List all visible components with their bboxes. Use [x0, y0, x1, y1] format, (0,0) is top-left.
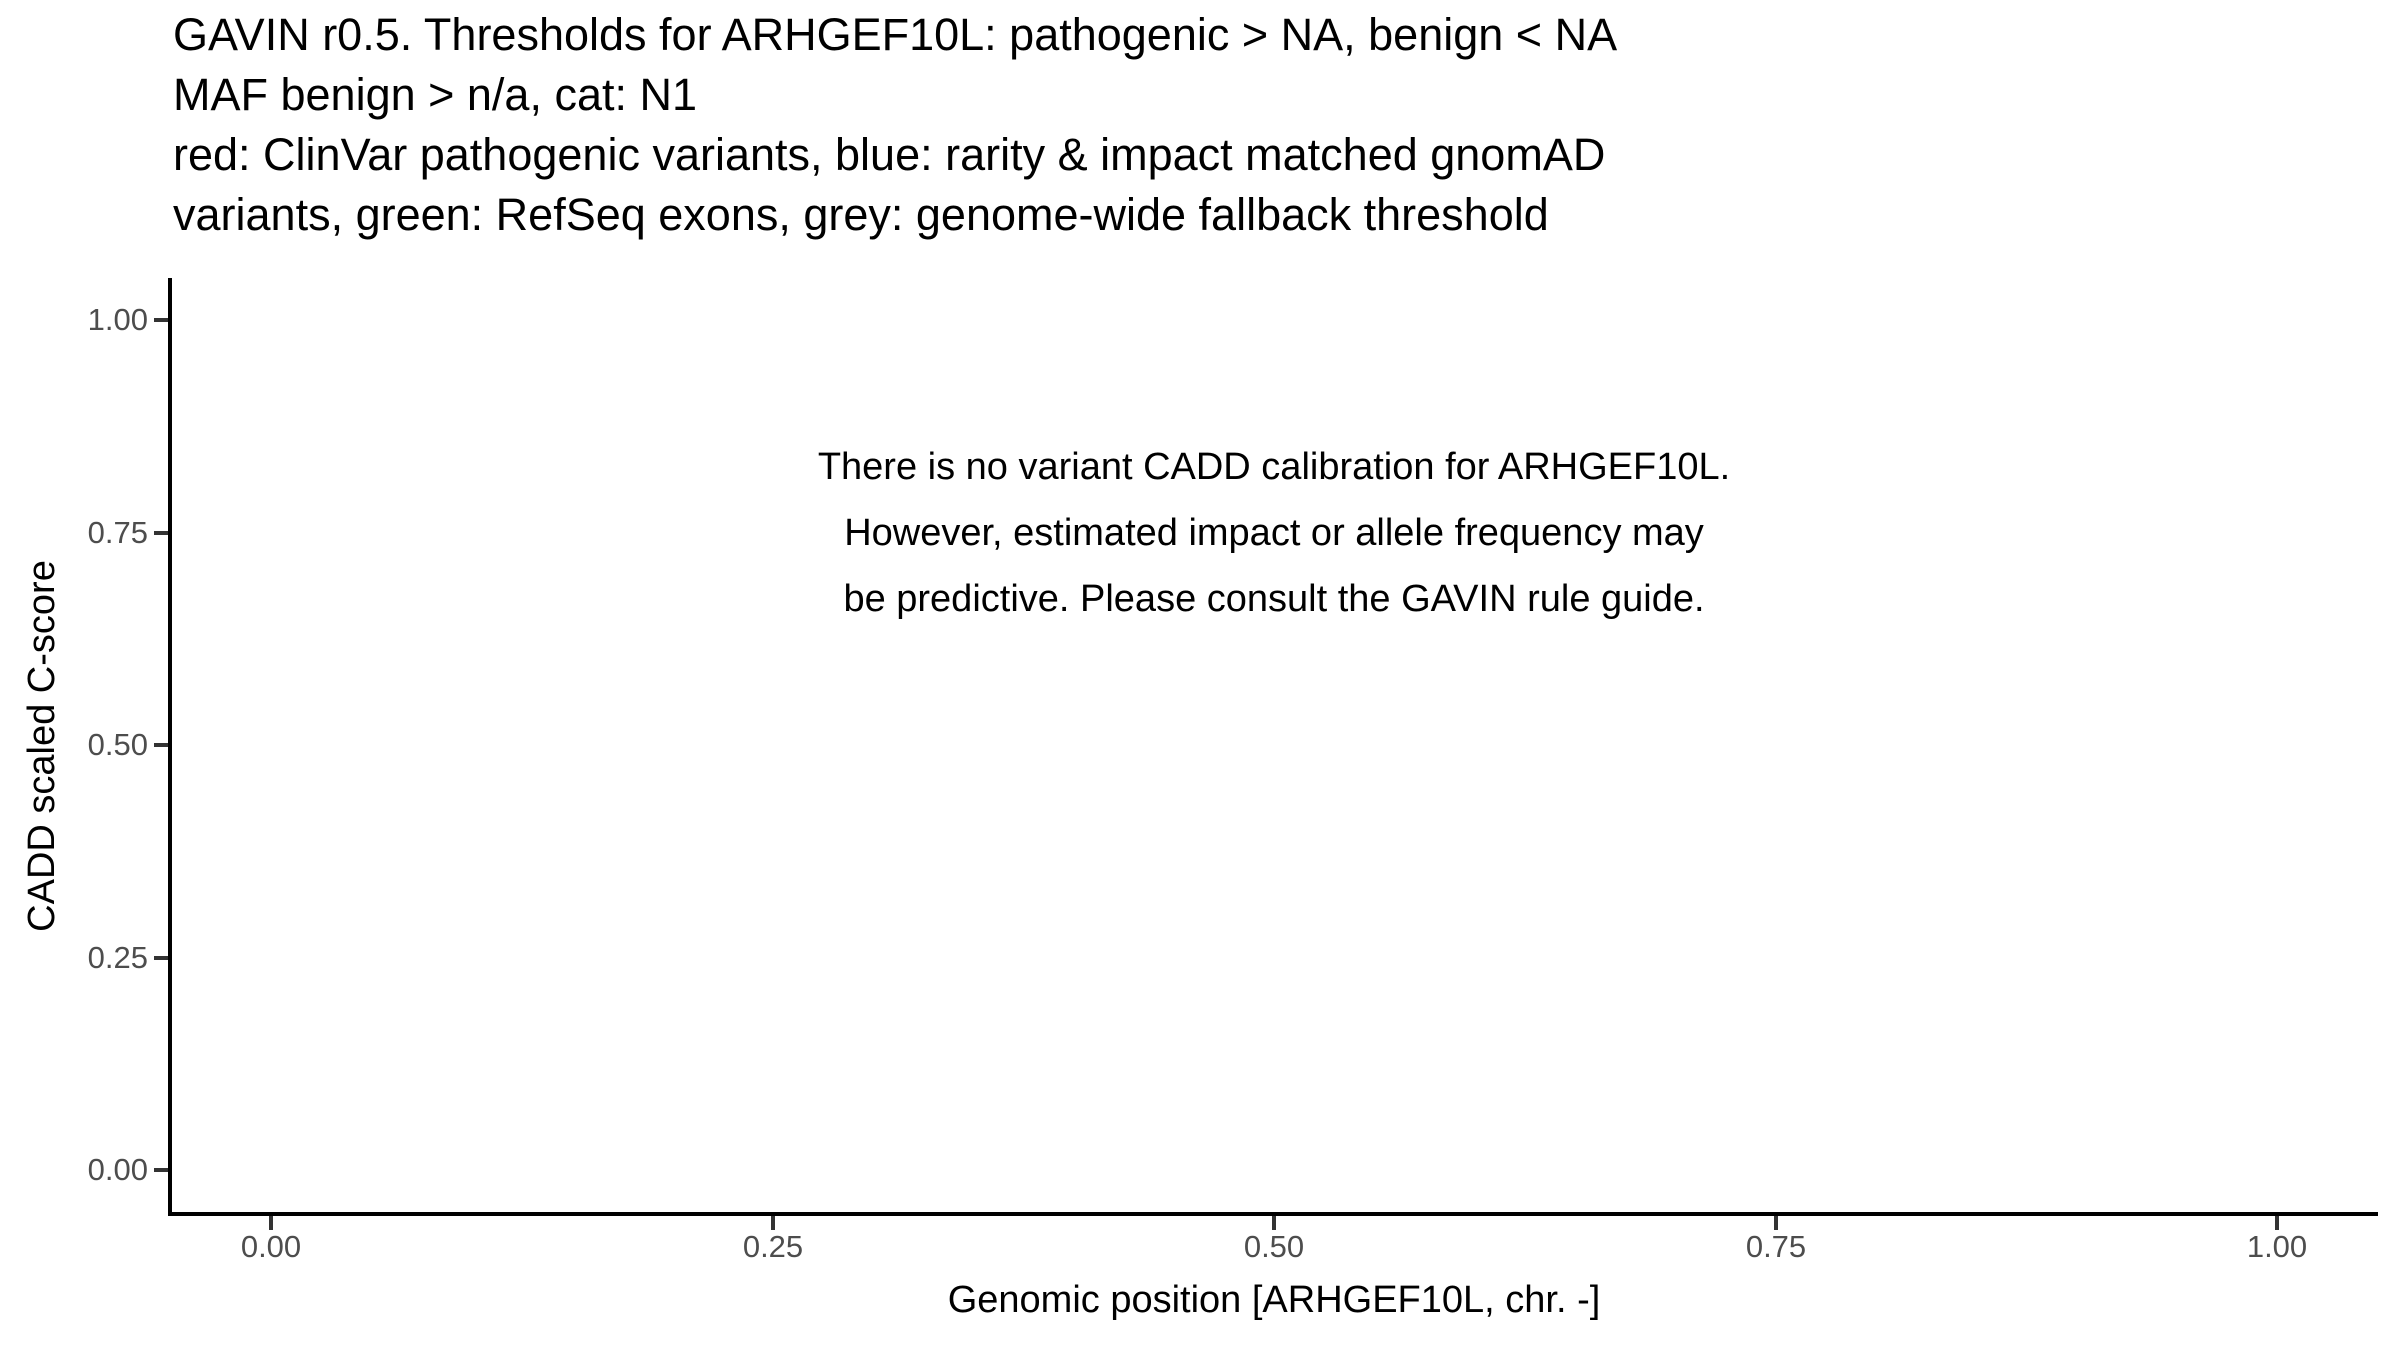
chart-title-line-1: GAVIN r0.5. Thresholds for ARHGEF10L: pathogenic > NA, benign < NA: [173, 9, 1618, 60]
annotation-line-2: However, estimated impact or allele frequency may: [844, 512, 1704, 554]
x-axis-tick-label: 0.00: [240, 1229, 302, 1264]
y-axis-tick-mark: [154, 531, 168, 535]
chart-title: [173, 5, 1617, 245]
y-axis-tick-label: 0.00: [87, 1152, 148, 1187]
y-axis-tick-mark: [154, 318, 168, 322]
x-axis-tick-label: 0.50: [1243, 1229, 1305, 1264]
y-axis-tick-mark: [154, 956, 168, 960]
y-axis-tick-label: 0.25: [87, 940, 148, 975]
y-axis-tick-mark: [154, 743, 168, 747]
plot-panel: [168, 278, 2378, 1216]
x-axis-tick-label: 0.25: [742, 1229, 804, 1264]
x-axis-title: Genomic position [ARHGEF10L, chr. -]: [947, 1279, 1601, 1321]
y-axis-tick-mark: [154, 1168, 168, 1172]
chart-title-line-4: variants, green: RefSeq exons, grey: genome-wide fallback threshold: [173, 189, 1549, 240]
y-axis-tick-label: 1.00: [87, 302, 148, 337]
annotation-line-1: There is no variant CADD calibration for ARHGEF10L.: [817, 446, 1731, 488]
x-axis-tick-label: 0.75: [1745, 1229, 1807, 1264]
y-axis-tick-label: 0.75: [87, 515, 148, 550]
no-calibration-annotation: [170, 434, 2378, 632]
chart-title-line-3: red: ClinVar pathogenic variants, blue: rarity & impact matched gnomAD: [173, 129, 1606, 180]
y-axis-title: CADD scaled C-score: [21, 560, 63, 932]
chart-title-line-2: MAF benign > n/a, cat: N1: [173, 69, 698, 120]
x-axis-tick-label: 1.00: [2246, 1229, 2308, 1264]
annotation-line-3: be predictive. Please consult the GAVIN rule guide.: [843, 578, 1705, 620]
y-axis-tick-label: 0.50: [87, 727, 148, 762]
